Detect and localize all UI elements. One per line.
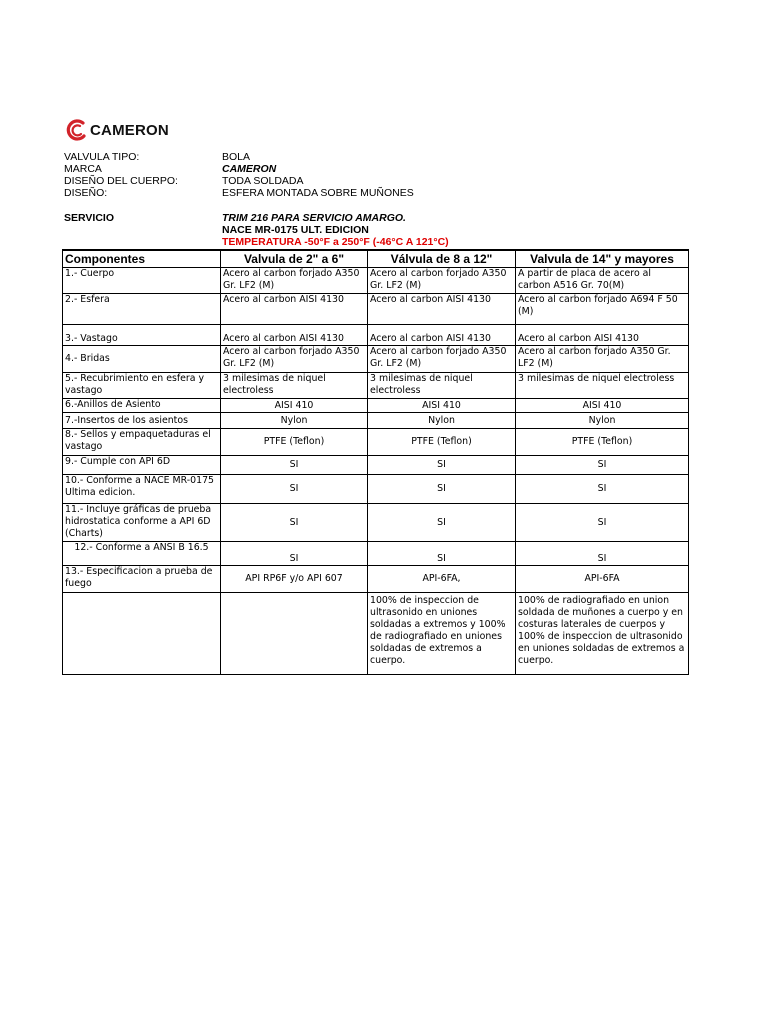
cell: 100% de radiografiado en union soldada de muñones a cuerpo y en costuras laterales de cuerpos y 100% de inspeccion de ultrasonido en uniones soldadas de extremos a cuerpo. [516,593,689,675]
cell: AISI 410 [221,399,368,413]
cell: Acero al carbon forjado A350 Gr. LF2 (M) [368,346,516,373]
cell: SI [221,542,368,566]
cell: AISI 410 [516,399,689,413]
col-header-14-mayores: Valvula de 14" y mayores [516,250,689,268]
cell: SI [516,504,689,542]
cell: Acero al carbon AISI 4130 [221,325,368,346]
table-row [63,429,689,456]
cell: Nylon [368,413,516,429]
table-row [63,373,689,399]
cell: SI [221,504,368,542]
table-row [63,325,689,346]
table-row [63,268,689,294]
row-label: 1.- Cuerpo [63,268,221,294]
row-label: 7.-Insertos de los asientos [63,413,221,429]
table-row [63,294,689,325]
table-header-row [63,250,689,268]
diseno-label: DISEÑO: [64,187,108,199]
row-label: 2.- Esfera [63,294,221,325]
servicio-nace: NACE MR-0175 ULT. EDICION [222,224,369,236]
cell: SI [368,542,516,566]
row-label: 9.- Cumple con API 6D [63,456,221,475]
row-label: 10.- Conforme a NACE MR-0175 Ultima edicion. [63,475,221,504]
cell: SI [516,475,689,504]
cell: SI [516,456,689,475]
cell: Acero al carbon forjado A350 Gr. LF2 (M) [368,268,516,294]
cell: 100% de inspeccion de ultrasonido en uniones soldadas a extremos y 100% de radiografiado en uniones soldadas de extremos a cuerpo. [368,593,516,675]
marca-label: MARCA [64,163,102,175]
cell: Acero al carbon AISI 4130 [368,325,516,346]
cell: SI [368,504,516,542]
row-label: 4.- Bridas [63,346,221,373]
row-label: 8.- Sellos y empaquetaduras el vastago [63,429,221,456]
table-row [63,504,689,542]
cell: AISI 410 [368,399,516,413]
cell: SI [368,475,516,504]
cell: SI [221,456,368,475]
cell: Acero al carbon forjado A694 F 50 (M) [516,294,689,325]
tipo-value: BOLA [222,151,251,163]
table-row [63,593,689,675]
cell: Nylon [221,413,368,429]
cell: Acero al carbon forjado A350 Gr. LF2 (M) [221,346,368,373]
cell: API-6FA [516,566,689,593]
cell: 3 milesimas de niquel electroless [516,373,689,399]
cameron-logo [66,118,169,142]
logo-wordmark: CAMERON [90,121,169,139]
table-row [63,566,689,593]
diseno-value: ESFERA MONTADA SOBRE MUÑONES [222,187,414,199]
cell: Nylon [516,413,689,429]
cell: SI [516,542,689,566]
cell: API-6FA, [368,566,516,593]
table-row [63,399,689,413]
cell: 3 milesimas de niquel electroless [221,373,368,399]
cell [221,593,368,675]
cell: Acero al carbon forjado A350 Gr. LF2 (M) [516,346,689,373]
row-label: 13.- Especificacion a prueba de fuego [63,566,221,593]
cell: Acero al carbon AISI 4130 [516,325,689,346]
marca-value: CAMERON [222,163,277,175]
col-header-2-6: Valvula de 2" a 6" [221,250,368,268]
cell: PTFE (Teflon) [516,429,689,456]
cell: 3 milesimas de niquel electroless [368,373,516,399]
cell: SI [221,475,368,504]
cell: Acero al carbon forjado A350 Gr. LF2 (M) [221,268,368,294]
row-label: 3.- Vastago [63,325,221,346]
cell: Acero al carbon AISI 4130 [368,294,516,325]
col-header-8-12: Válvula de 8 a 12" [368,250,516,268]
col-header-componentes: Componentes [63,250,221,268]
servicio-label: SERVICIO [64,212,114,224]
cell: PTFE (Teflon) [368,429,516,456]
table-row [63,542,689,566]
tipo-label: VALVULA TIPO: [64,151,140,163]
table-row [63,346,689,373]
cell: PTFE (Teflon) [221,429,368,456]
table-row [63,456,689,475]
table-row [63,413,689,429]
diseno-cuerpo-value: TODA SOLDADA [222,175,304,187]
cell: API RP6F y/o API 607 [221,566,368,593]
row-label [63,593,221,675]
table-row [63,475,689,504]
diseno-cuerpo-label: DISEÑO DEL CUERPO: [64,175,178,187]
servicio-temperatura: TEMPERATURA -50°F a 250°F (-46°C A 121°C) [222,236,449,248]
cell: A partir de placa de acero al carbon A516 Gr. 70(M) [516,268,689,294]
servicio-trim: TRIM 216 PARA SERVICIO AMARGO. [222,212,406,224]
cell: Acero al carbon AISI 4130 [221,294,368,325]
cameron-c-icon [66,119,88,141]
row-label: 11.- Incluye gráficas de prueba hidrostatica conforme a API 6D (Charts) [63,504,221,542]
cell: SI [368,456,516,475]
spec-table [62,249,689,675]
row-label: 5.- Recubrimiento en esfera y vastago [63,373,221,399]
row-label: 12.- Conforme a ANSI B 16.5 [63,542,221,566]
row-label: 6.-Anillos de Asiento [63,399,221,413]
